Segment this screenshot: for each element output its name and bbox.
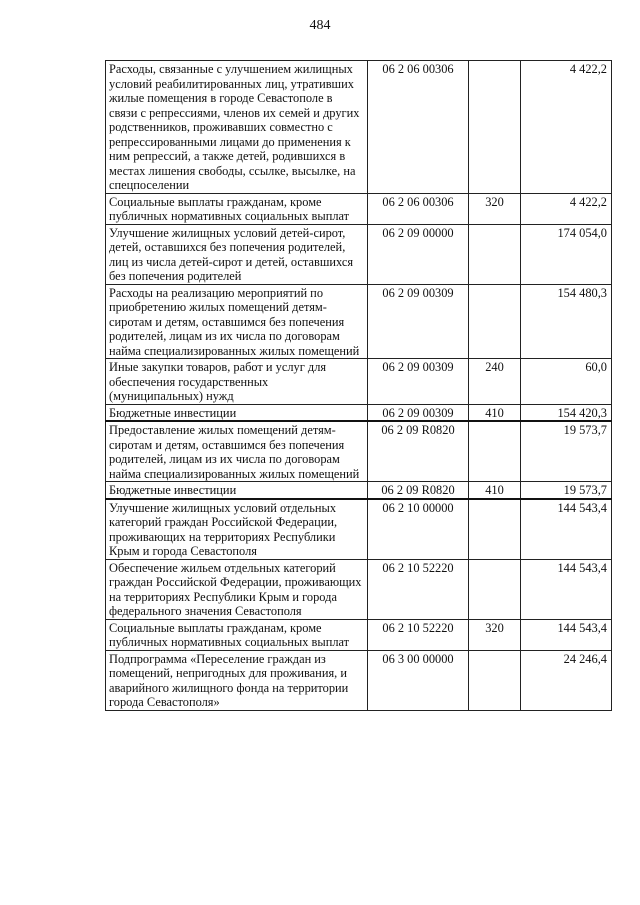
row-code: 06 2 09 00000 <box>368 224 469 284</box>
row-code: 06 2 10 52220 <box>368 559 469 619</box>
table-row <box>106 482 612 499</box>
row-amount: 4 422,2 <box>521 61 612 194</box>
row-name: Расходы, связанные с улучшением жилищных условий реабилитированных лиц, утративших жилые помещения в городе Севастополе в связи с репрессиями, членов их семей и других родственников, проживавших совместно с репрессированными лицами до применения к ним репрессий, а также детей, родившихся в местах лишения свободы, ссылке, высылке, на спецпоселении <box>106 61 368 194</box>
row-amount: 24 246,4 <box>521 650 612 710</box>
row-name: Бюджетные инвестиции <box>106 482 368 499</box>
table-row <box>106 650 612 710</box>
row-code: 06 3 00 00000 <box>368 650 469 710</box>
row-amount: 19 573,7 <box>521 421 612 482</box>
row-name: Социальные выплаты гражданам, кроме публичных нормативных социальных выплат <box>106 193 368 224</box>
table-row <box>106 224 612 284</box>
row-amount: 144 543,4 <box>521 619 612 650</box>
row-type: 240 <box>469 359 521 405</box>
page-number: 484 <box>309 18 331 33</box>
row-amount: 144 543,4 <box>521 559 612 619</box>
row-amount: 154 420,3 <box>521 404 612 421</box>
row-name: Улучшение жилищных условий детей-сирот, детей, оставшихся без попечения родителей, лиц из числа детей-сирот и детей, оставшихся без попечения родителей <box>106 224 368 284</box>
row-type: 410 <box>469 404 521 421</box>
row-name: Улучшение жилищных условий отдельных категорий граждан Российской Федерации, проживающих на территориях Республики Крым и города Севастополя <box>106 499 368 560</box>
table-row <box>106 404 612 421</box>
row-name: Иные закупки товаров, работ и услуг для обеспечения государственных (муниципальных) нужд <box>106 359 368 405</box>
row-type <box>469 224 521 284</box>
row-name: Расходы на реализацию мероприятий по приобретению жилых помещений детям-сиротам и детям, оставшимся без попечения родителей, лицам из их числа по договорам найма специализированных жилых помещений <box>106 284 368 359</box>
table-row <box>106 619 612 650</box>
table-row <box>106 499 612 560</box>
row-code: 06 2 09 00309 <box>368 284 469 359</box>
row-type: 320 <box>469 619 521 650</box>
row-type <box>469 61 521 194</box>
row-name: Социальные выплаты гражданам, кроме публичных нормативных социальных выплат <box>106 619 368 650</box>
row-code: 06 2 09 R0820 <box>368 421 469 482</box>
row-name: Подпрограмма «Переселение граждан из помещений, непригодных для проживания, и аварийного жилищного фонда на территории города Севастополя» <box>106 650 368 710</box>
row-code: 06 2 06 00306 <box>368 61 469 194</box>
row-code: 06 2 09 R0820 <box>368 482 469 499</box>
row-code: 06 2 10 00000 <box>368 499 469 560</box>
table-row <box>106 61 612 194</box>
table-row <box>106 359 612 405</box>
row-type <box>469 284 521 359</box>
table-row <box>106 284 612 359</box>
table-row <box>106 559 612 619</box>
budget-table <box>105 60 612 711</box>
row-amount: 144 543,4 <box>521 499 612 560</box>
row-type <box>469 421 521 482</box>
row-code: 06 2 06 00306 <box>368 193 469 224</box>
table-row <box>106 193 612 224</box>
row-code: 06 2 09 00309 <box>368 359 469 405</box>
row-type <box>469 499 521 560</box>
row-amount: 60,0 <box>521 359 612 405</box>
row-name: Предоставление жилых помещений детям-сиротам и детям, оставшимся без попечения родителей, лицам из их числа по договорам найма специализированных жилых помещений <box>106 421 368 482</box>
row-amount: 19 573,7 <box>521 482 612 499</box>
row-amount: 174 054,0 <box>521 224 612 284</box>
row-code: 06 2 10 52220 <box>368 619 469 650</box>
row-name: Бюджетные инвестиции <box>106 404 368 421</box>
row-amount: 154 480,3 <box>521 284 612 359</box>
table-row <box>106 421 612 482</box>
row-type <box>469 650 521 710</box>
row-amount: 4 422,2 <box>521 193 612 224</box>
row-type <box>469 559 521 619</box>
row-type: 410 <box>469 482 521 499</box>
row-type: 320 <box>469 193 521 224</box>
row-code: 06 2 09 00309 <box>368 404 469 421</box>
row-name: Обеспечение жильем отдельных категорий граждан Российской Федерации, проживающих на территориях Республики Крым и города федерального значения Севастополя <box>106 559 368 619</box>
